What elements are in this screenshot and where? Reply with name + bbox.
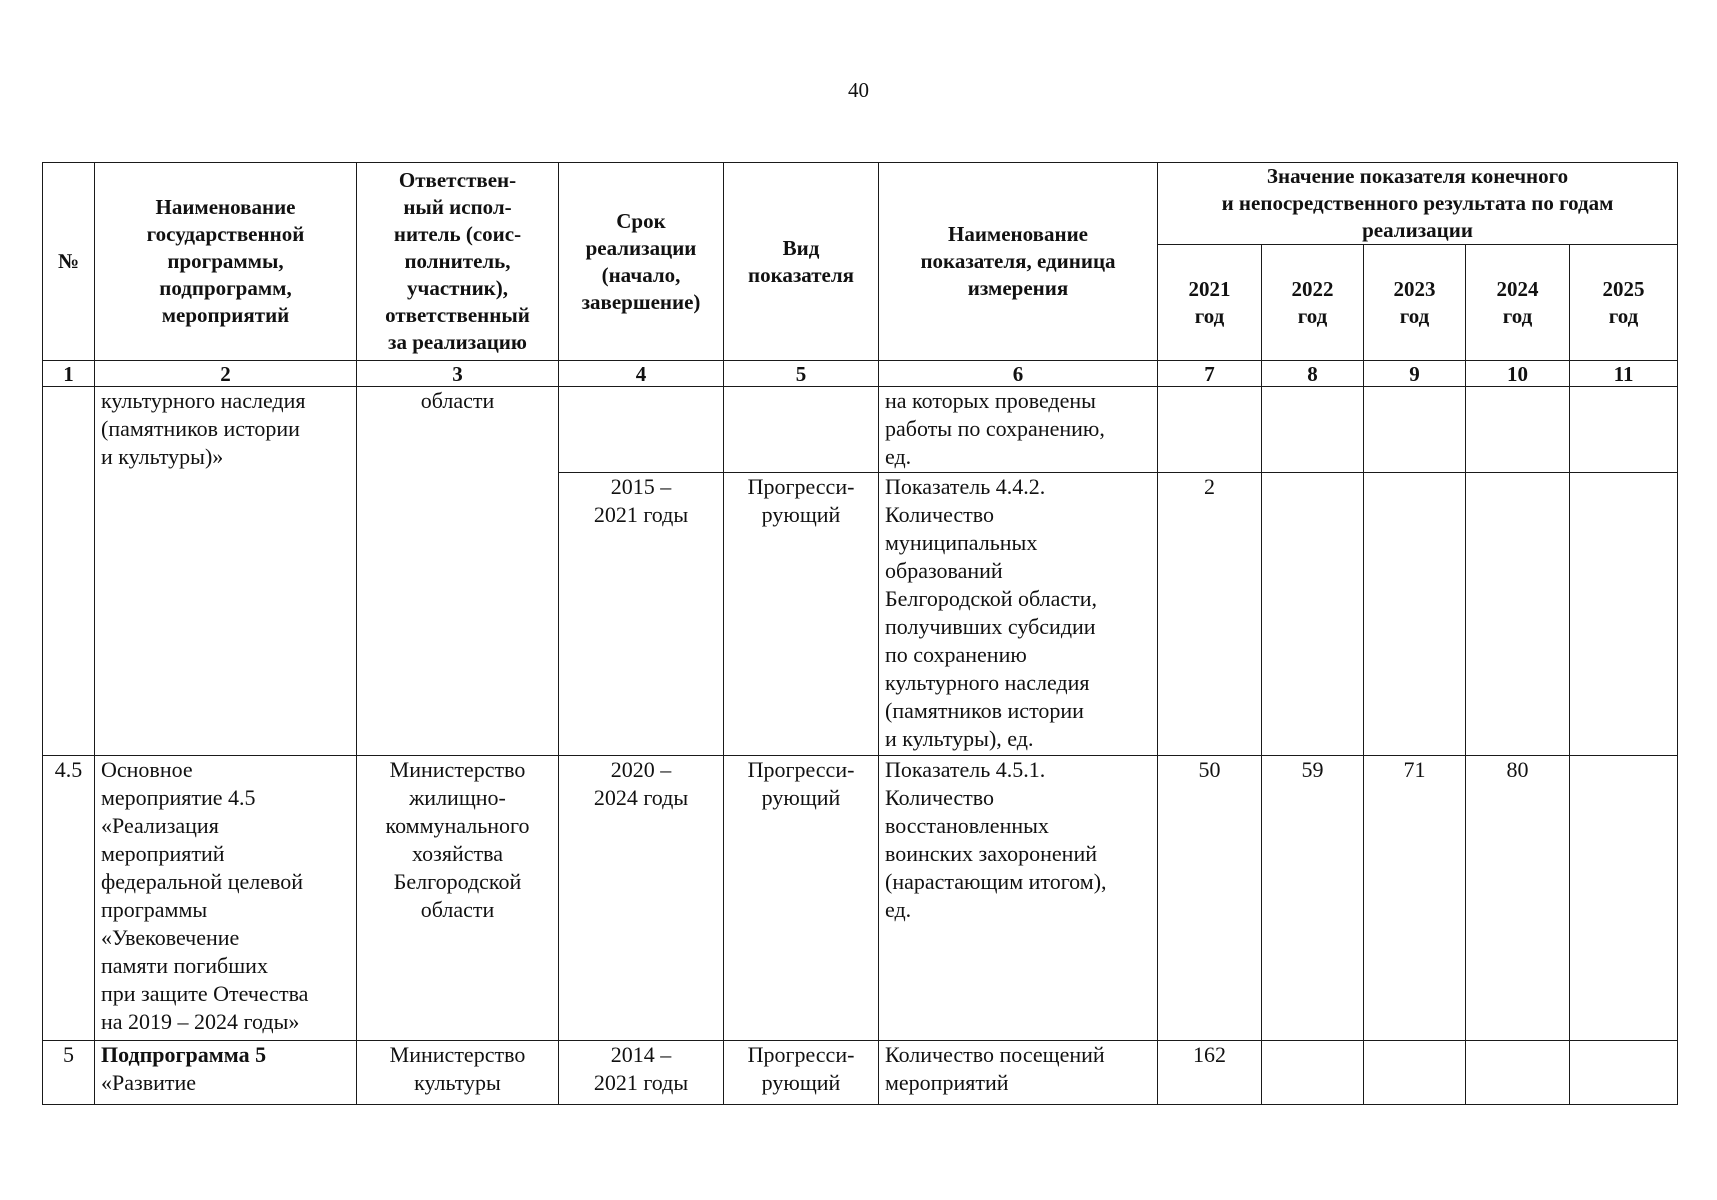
row-value-2021: 2 [1158, 473, 1262, 756]
header-row [43, 163, 1678, 245]
row-responsible: Министерство жилищно- коммунального хозяйства Белгородской области [357, 756, 559, 1041]
row-num: 5 [43, 1041, 95, 1105]
header-year-2025: 2025 год [1570, 245, 1678, 361]
row-responsible: Министерство культуры [357, 1041, 559, 1105]
page-number: 40 [848, 78, 869, 102]
row-term: 2015 – 2021 годы [559, 473, 724, 756]
row-indicator-type: Прогресси- рующий [724, 756, 879, 1041]
table-row [43, 1041, 1678, 1105]
column-number: 10 [1466, 361, 1570, 387]
subprogram-title: Подпрограмма 5 [101, 1042, 267, 1067]
row-value-2021: 50 [1158, 756, 1262, 1041]
table-row [43, 387, 1678, 473]
header-responsible: Ответствен- ный испол- нитель (соис- полнитель, участник), ответственный за реализацию [357, 163, 559, 361]
row-term: 2014 – 2021 годы [559, 1041, 724, 1105]
column-number: 9 [1364, 361, 1466, 387]
row-indicator-name: на которых проведены работы по сохранению, ед. [879, 387, 1158, 473]
column-number: 4 [559, 361, 724, 387]
header-num: № [43, 163, 95, 361]
column-number: 6 [879, 361, 1158, 387]
row-value-2024 [1466, 387, 1570, 473]
row-indicator-name: Количество посещений мероприятий [879, 1041, 1158, 1105]
row-value-2021: 162 [1158, 1041, 1262, 1105]
row-value-2024 [1466, 473, 1570, 756]
row-num [43, 387, 95, 756]
row-program-name [95, 1041, 357, 1105]
header-indicator-type: Вид показателя [724, 163, 879, 361]
row-value-2025 [1570, 473, 1678, 756]
header-indicator-name: Наименование показателя, единица измерения [879, 163, 1158, 361]
row-indicator-type: Прогресси- рующий [724, 1041, 879, 1105]
header-values-group: Значение показателя конечного и непосредственного результата по годам реализации [1158, 163, 1678, 245]
row-program-name: Основное мероприятие 4.5 «Реализация мероприятий федеральной целевой программы «Увековечение памяти погибших при защите Отечества на 2019 – 2024 годы» [95, 756, 357, 1041]
row-indicator-name: Показатель 4.4.2. Количество муниципальных образований Белгородской области, получивших субсидии по сохранению культурного наследия (памятников истории и культуры), ед. [879, 473, 1158, 756]
column-number: 8 [1262, 361, 1364, 387]
row-value-2023 [1364, 1041, 1466, 1105]
header-program-name: Наименование государственной программы, подпрограмм, мероприятий [95, 163, 357, 361]
subprogram-title-rest: «Развитие [101, 1070, 197, 1095]
row-term: 2020 – 2024 годы [559, 756, 724, 1041]
header-term: Срок реализации (начало, завершение) [559, 163, 724, 361]
column-number: 3 [357, 361, 559, 387]
row-value-2021 [1158, 387, 1262, 473]
row-term [559, 387, 724, 473]
row-value-2022: 59 [1262, 756, 1364, 1041]
header-year-2021: 2021 год [1158, 245, 1262, 361]
row-program-name: культурного наследия (памятников истории и культуры)» [95, 387, 357, 756]
header-year-2024: 2024 год [1466, 245, 1570, 361]
row-indicator-type [724, 387, 879, 473]
row-value-2025 [1570, 387, 1678, 473]
row-indicator-name: Показатель 4.5.1. Количество восстановленных воинских захоронений (нарастающим итогом), ед. [879, 756, 1158, 1041]
row-value-2022 [1262, 387, 1364, 473]
table-row [43, 756, 1678, 1041]
column-number: 5 [724, 361, 879, 387]
row-value-2025 [1570, 756, 1678, 1041]
row-value-2024: 80 [1466, 756, 1570, 1041]
header-year-2022: 2022 год [1262, 245, 1364, 361]
column-number: 7 [1158, 361, 1262, 387]
row-value-2023 [1364, 473, 1466, 756]
column-number: 1 [43, 361, 95, 387]
column-number: 11 [1570, 361, 1678, 387]
row-value-2023 [1364, 387, 1466, 473]
row-num: 4.5 [43, 756, 95, 1041]
row-value-2024 [1466, 1041, 1570, 1105]
row-indicator-type: Прогресси- рующий [724, 473, 879, 756]
row-value-2025 [1570, 1041, 1678, 1105]
header-year-2023: 2023 год [1364, 245, 1466, 361]
column-numbers-row [43, 361, 1678, 387]
row-value-2022 [1262, 473, 1364, 756]
indicators-table [42, 162, 1678, 1105]
row-responsible: области [357, 387, 559, 756]
row-value-2022 [1262, 1041, 1364, 1105]
column-number: 2 [95, 361, 357, 387]
row-value-2023: 71 [1364, 756, 1466, 1041]
